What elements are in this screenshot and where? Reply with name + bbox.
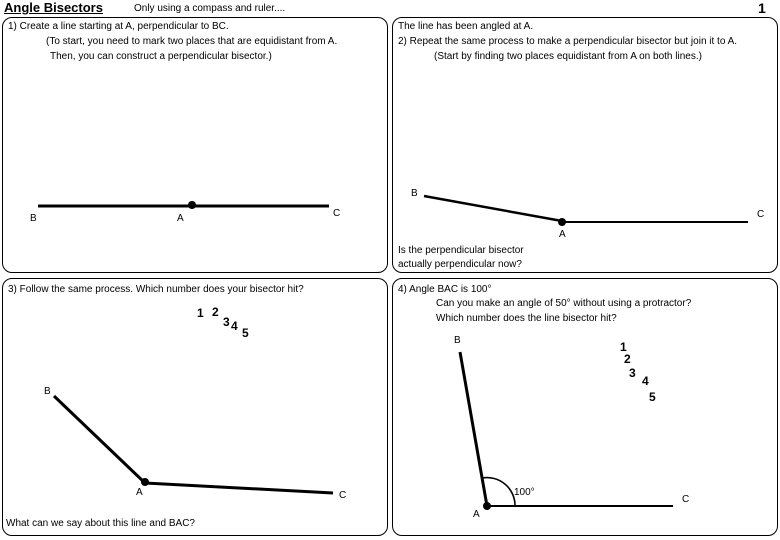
panel4-number-1: 1 [620, 340, 627, 354]
panel1-hint-2: Then, you can construct a perpendicular bisector.) [50, 51, 272, 62]
panel2-label-b: B [411, 188, 418, 199]
line-ba-3 [54, 396, 145, 483]
panel4-instruction: 4) Angle BAC is 100° [398, 284, 492, 295]
page-number: 1 [758, 0, 766, 16]
point-a-4 [483, 502, 491, 510]
panel3-number-5: 5 [242, 326, 249, 340]
panel1-label-b: B [30, 213, 37, 224]
panel3-question: What can we say about this line and BAC? [6, 518, 195, 529]
panel4-number-3: 3 [629, 366, 636, 380]
panel4-question-1: Can you make an angle of 50° without using a protractor? [436, 298, 692, 309]
panel3-number-4: 4 [231, 319, 238, 333]
point-a-1 [188, 201, 196, 209]
worksheet-subtitle: Only using a compass and ruler.... [134, 3, 286, 14]
panel3-instruction: 3) Follow the same process. Which number does your bisector hit? [8, 284, 304, 295]
panel3-label-b: B [44, 386, 51, 397]
panel3-number-3: 3 [223, 315, 230, 329]
panel3-number-1: 1 [197, 306, 204, 320]
line-ac-3 [145, 483, 333, 493]
panel1-instruction: 1) Create a line starting at A, perpendicular to BC. [8, 21, 229, 32]
line-ba-2 [424, 196, 562, 221]
panel4-label-a: A [473, 509, 480, 520]
line-ba-4 [460, 352, 487, 506]
panel3-label-a: A [136, 487, 143, 498]
panel4-label-c: C [682, 494, 690, 505]
panel1-label-c: C [333, 208, 341, 219]
panel4-number-5: 5 [649, 390, 656, 404]
point-a-2 [558, 218, 566, 226]
panel4-angle-label: 100° [514, 487, 535, 498]
panel1-hint-1: (To start, you need to mark two places that are equidistant from A. [46, 36, 338, 47]
worksheet-title: Angle Bisectors [4, 0, 103, 15]
panel3-label-c: C [339, 490, 347, 501]
panel2-label-c: C [757, 209, 765, 220]
panel4-number-4: 4 [642, 374, 649, 388]
panel2-hint: (Start by finding two places equidistant from A on both lines.) [434, 51, 702, 62]
panel2-label-a: A [559, 229, 566, 240]
panel3-number-2: 2 [212, 305, 219, 319]
panel2-instruction: 2) Repeat the same process to make a perpendicular bisector but join it to A. [398, 36, 738, 47]
panel4-number-2: 2 [624, 352, 631, 366]
panel2-question-2: actually perpendicular now? [398, 259, 522, 270]
panel2-question-1: Is the perpendicular bisector [398, 245, 524, 256]
panel2-intro: The line has been angled at A. [398, 21, 534, 32]
point-a-3 [141, 478, 149, 486]
panel4-question-2: Which number does the line bisector hit? [436, 313, 617, 324]
panel1-label-a: A [177, 213, 184, 224]
panel4-label-b: B [454, 335, 461, 346]
